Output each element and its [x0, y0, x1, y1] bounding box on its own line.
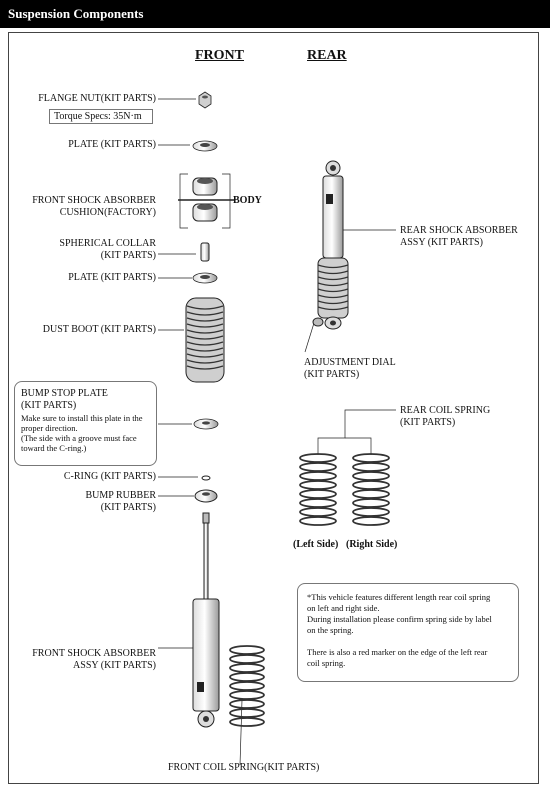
front-coil-spring-label: FRONT COIL SPRING(KIT PARTS) [168, 762, 320, 773]
rear-note-line6: coil spring. [307, 658, 346, 668]
bump-stop-plate-title-line2: (KIT PARTS) [21, 400, 77, 411]
bump-stop-note-line4: toward the C-ring.) [21, 443, 87, 453]
bump-stop-plate-icon [194, 419, 218, 429]
bump-stop-note-line1: Make sure to install this plate in the [21, 413, 143, 423]
cushion-upper-icon [193, 178, 217, 195]
upper-plate-label: PLATE (KIT PARTS) [68, 139, 156, 150]
c-ring-label: C-RING (KIT PARTS) [63, 471, 156, 482]
c-ring-icon [202, 476, 210, 480]
spherical-collar-label-line2: (KIT PARTS) [100, 250, 156, 261]
rear-note-line1: *This vehicle features different length rear coil spring [307, 592, 491, 602]
spherical-collar-icon [201, 243, 209, 261]
rear-coil-spring-right-icon [353, 454, 389, 525]
flange-nut-icon [199, 92, 211, 108]
front-absorber-label-line2: ASSY (KIT PARTS) [73, 660, 156, 671]
rear-coil-spring-label-line1: REAR COIL SPRING [400, 405, 491, 416]
rear-note-line5: There is also a red marker on the edge of the left rear [307, 647, 488, 657]
body-label: BODY [233, 195, 262, 206]
rear-spring-note-callout [297, 583, 519, 682]
torque-spec-box [49, 109, 153, 124]
bump-rubber-label-line2: (KIT PARTS) [100, 502, 156, 513]
rear-note-line4: on the spring. [307, 625, 354, 635]
front-absorber-label-line1: FRONT SHOCK ABSORBER [32, 648, 156, 659]
front-shock-absorber-icon [193, 513, 219, 727]
front-coil-spring-icon [230, 646, 264, 726]
rear-absorber-label-line1: REAR SHOCK ABSORBER [400, 225, 518, 236]
rear-coil-spring-label-line2: (KIT PARTS) [400, 417, 456, 428]
bump-rubber-icon [195, 490, 217, 502]
spherical-collar-label-line1: SPHERICAL COLLAR [59, 238, 156, 249]
cushion-label-line1: FRONT SHOCK ABSORBER [32, 195, 156, 206]
rear-note-line3: During installation please confirm spring side by label [307, 614, 492, 624]
adjustment-dial-icon [313, 318, 323, 326]
rear-column-heading: REAR [307, 48, 347, 63]
bump-stop-plate-callout [14, 381, 157, 466]
cushion-label-line2: CUSHION(FACTORY) [59, 207, 156, 218]
rear-absorber-label-line2: ASSY (KIT PARTS) [400, 237, 483, 248]
dust-boot-label: DUST BOOT (KIT PARTS) [42, 324, 156, 335]
lower-plate-label: PLATE (KIT PARTS) [68, 272, 156, 283]
right-side-label: (Right Side) [346, 539, 398, 550]
upper-plate-icon [193, 141, 217, 151]
bump-stop-note-line3: (The side with a groove must face [21, 433, 137, 443]
lower-plate-icon [193, 273, 217, 283]
rear-coil-spring-left-icon [300, 454, 336, 525]
adjustment-dial-label-line1: ADJUSTMENT DIAL [304, 357, 396, 368]
cushion-lower-icon [193, 204, 217, 221]
front-column-heading: FRONT [195, 48, 244, 63]
section-title: Suspension Components [8, 6, 144, 21]
rear-shock-absorber-icon [318, 161, 348, 329]
left-side-label: (Left Side) [293, 539, 339, 550]
adjustment-dial-label-line2: (KIT PARTS) [304, 369, 360, 380]
torque-spec-text: Torque Specs: 35N·m [54, 111, 142, 122]
flange-nut-label: FLANGE NUT(KIT PARTS) [38, 93, 156, 104]
dust-boot-icon [186, 298, 224, 382]
bump-rubber-label-line1: BUMP RUBBER [85, 490, 156, 501]
bump-stop-plate-title-line1: BUMP STOP PLATE [21, 388, 108, 399]
rear-note-line2: on left and right side. [307, 603, 380, 613]
bump-stop-note-line2: proper direction. [21, 423, 78, 433]
